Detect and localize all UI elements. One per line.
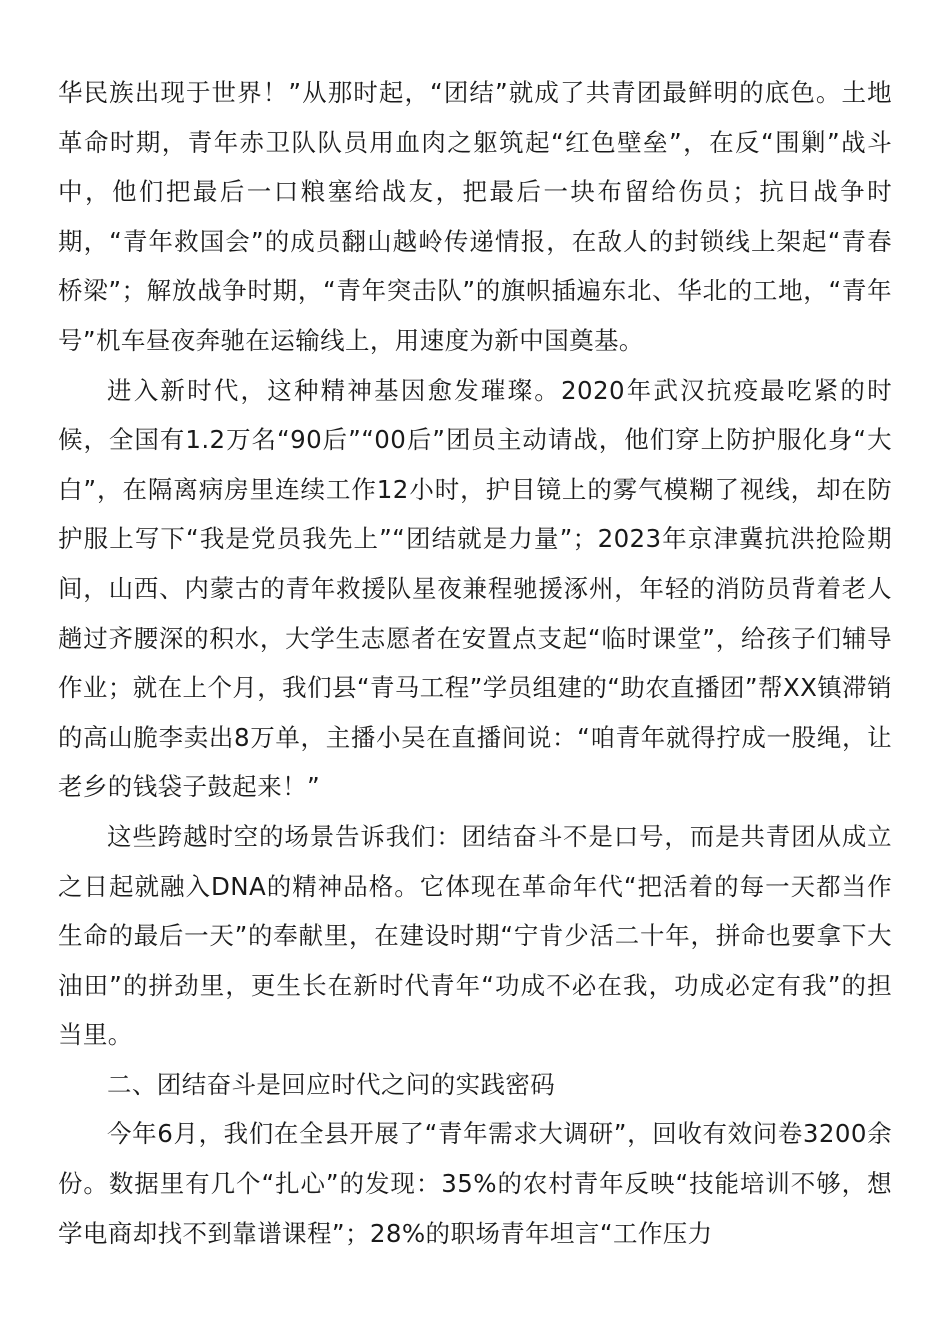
paragraph-4: 今年6月，我们在全县开展了“青年需求大调研”，回收有效问卷3200余份。数据里有几个“扎心”的发现：35%的农村青年反映“技能培训不够，想学电商却找不到靠谱课程”；28%的职场青年坦言“工作压力: [58, 1119, 892, 1248]
paragraph-3: 这些跨越时空的场景告诉我们：团结奋斗不是口号，而是共青团从成立之日起就融入DNA的精神品格。它体现在革命年代“把活着的每一天都当作生命的最后一天”的奉献里，在建设时期“宁肯少活二十年，拼命也要拿下大油田”的拼劲里，更生长在新时代青年“功成不必在我，功成必定有我”的担当里。: [58, 821, 892, 1050]
paragraph-1: 华民族出现于世界！”从那时起，“团结”就成了共青团最鲜明的底色。土地革命时期，青年赤卫队队员用血肉之躯筑起“红色壁垒”，在反“围剿”战斗中，他们把最后一口粮塞给战友，把最后一块布留给伤员；抗日战争时期，“青年救国会”的成员翻山越岭传递情报，在敌人的封锁线上架起“青春桥梁”；解放战争时期，“青年突击队”的旗帜插遍东北、华北的工地，“青年号”机车昼夜奔驰在运输线上，用速度为新中国奠基。: [58, 78, 892, 355]
paragraph-2: 进入新时代，这种精神基因愈发璀璨。2020年武汉抗疫最吃紧的时候，全国有1.2万名“90后”“00后”团员主动请战，他们穿上防护服化身“大白”，在隔离病房里连续工作12小时，护目镜上的雾气模糊了视线，却在防护服上写下“我是党员我先上”“团结就是力量”；2023年京津冀抗洪抢险期间，山西、内蒙古的青年救援队星夜兼程驰援涿州，年轻的消防员背着老人趟过齐腰深的积水，大学生志愿者在安置点支起“临时课堂”，给孩子们辅导作业；就在上个月，我们县“青马工程”学员组建的“助农直播团”帮XX镇滞销的高山脆李卖出8万单，主播小吴在直播间说：“咱青年就得拧成一股绳，让老乡的钱袋子鼓起来！”: [58, 375, 892, 802]
section-heading: 二、团结奋斗是回应时代之问的实践密码: [107, 1069, 556, 1099]
document-body: [58, 68, 892, 1258]
